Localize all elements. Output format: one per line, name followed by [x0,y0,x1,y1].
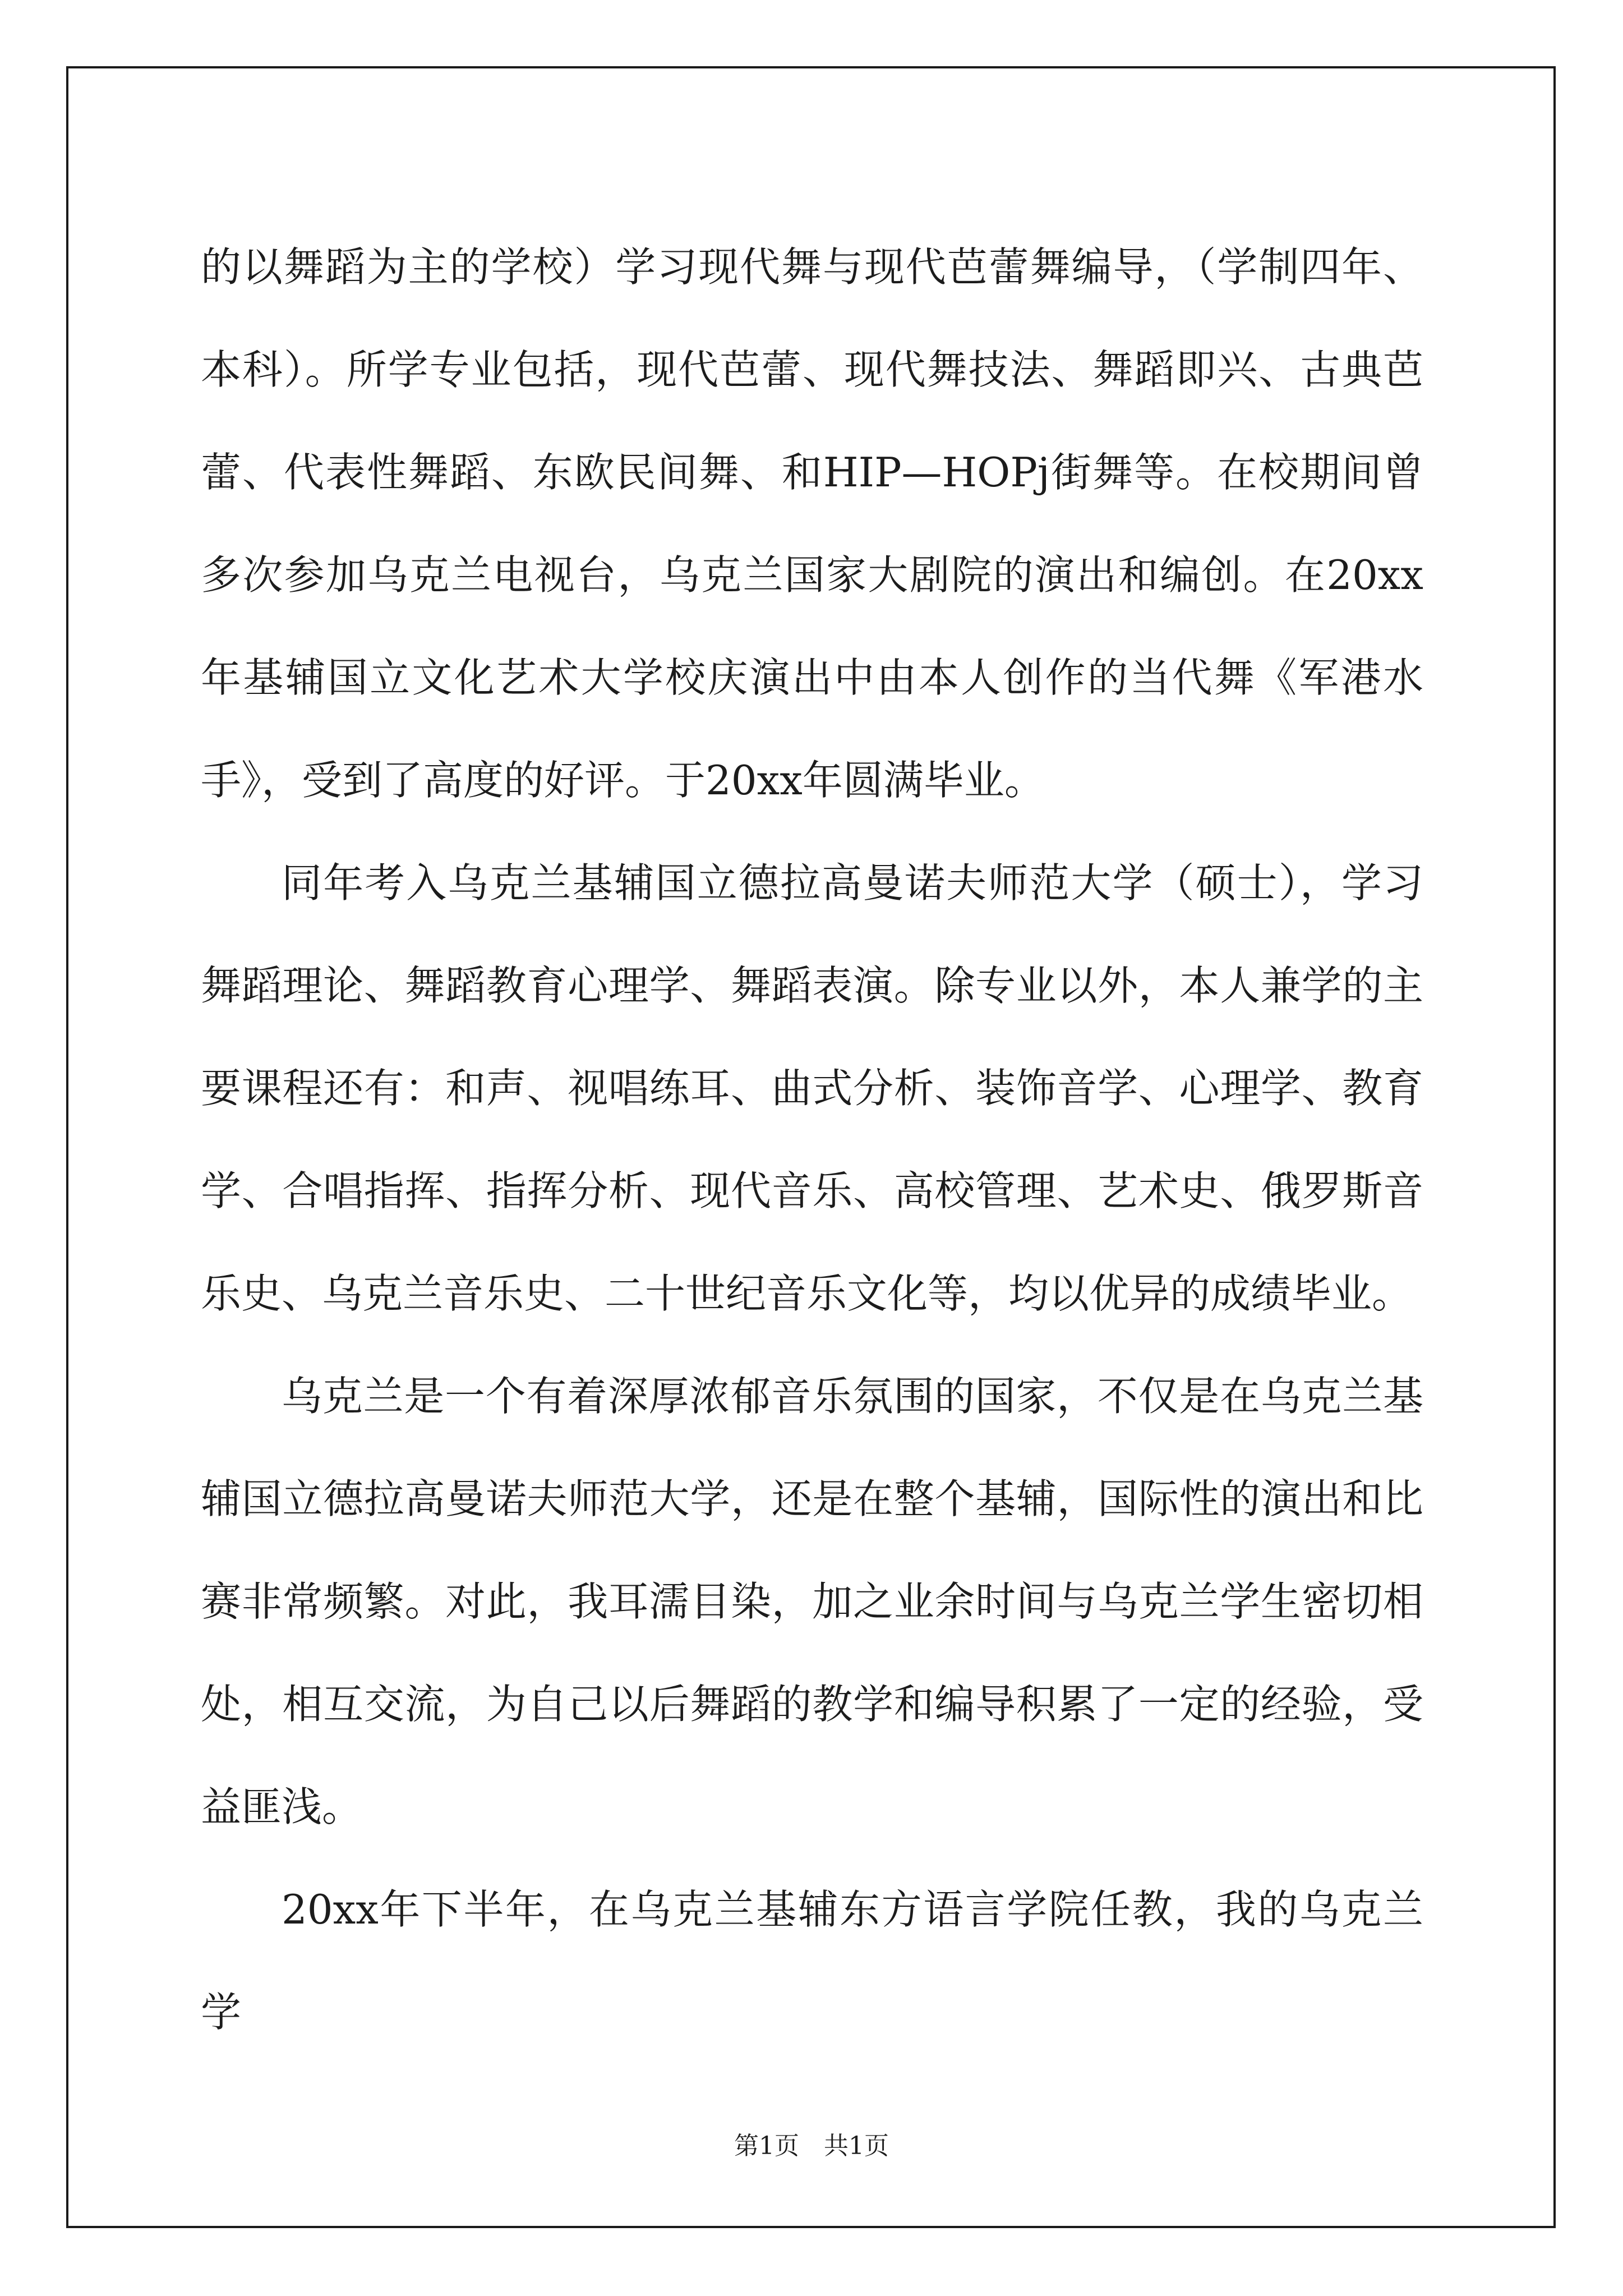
paragraph-2: 同年考入乌克兰基辅国立德拉高曼诺夫师范大学（硕士），学习舞蹈理论、舞蹈教育心理学、舞蹈表演。除专业以外，本人兼学的主要课程还有：和声、视唱练耳、曲式分析、装饰音学、心理学、教育学、合唱指挥、指挥分析、现代音乐、高校管理、艺术史、俄罗斯音乐史、乌克兰音乐史、二十世纪音乐文化等，均以优异的成绩毕业。 [201,859,1423,1317]
paragraph-4: 20xx年下半年，在乌克兰基辅东方语言学院任教，我的乌克兰学 [201,1886,1423,2036]
paragraph-1: 的以舞蹈为主的学校）学习现代舞与现代芭蕾舞编导，（学制四年、本科）。所学专业包括，现代芭蕾、现代舞技法、舞蹈即兴、古典芭蕾、代表性舞蹈、东欧民间舞、和HIP—HOPj街舞等。在校期间曾多次参加乌克兰电视台，乌克兰国家大剧院的演出和编创。在20xx年基辅国立文化艺术大学校庆演出中由本人创作的当代舞《军港水手》，受到了高度的好评。于20xx年圆满毕业。 [201,243,1423,804]
paragraph-3: 乌克兰是一个有着深厚浓郁音乐氛围的国家，不仅是在乌克兰基辅国立德拉高曼诺夫师范大学，还是在整个基辅，国际性的演出和比赛非常频繁。对此，我耳濡目染，加之业余时间与乌克兰学生密切相处，相互交流，为自己以后舞蹈的教学和编导积累了一定的经验，受益匪浅。 [201,1373,1423,1830]
page-footer: 第1页 共1页 [734,2132,889,2160]
document-body [201,216,1423,2064]
